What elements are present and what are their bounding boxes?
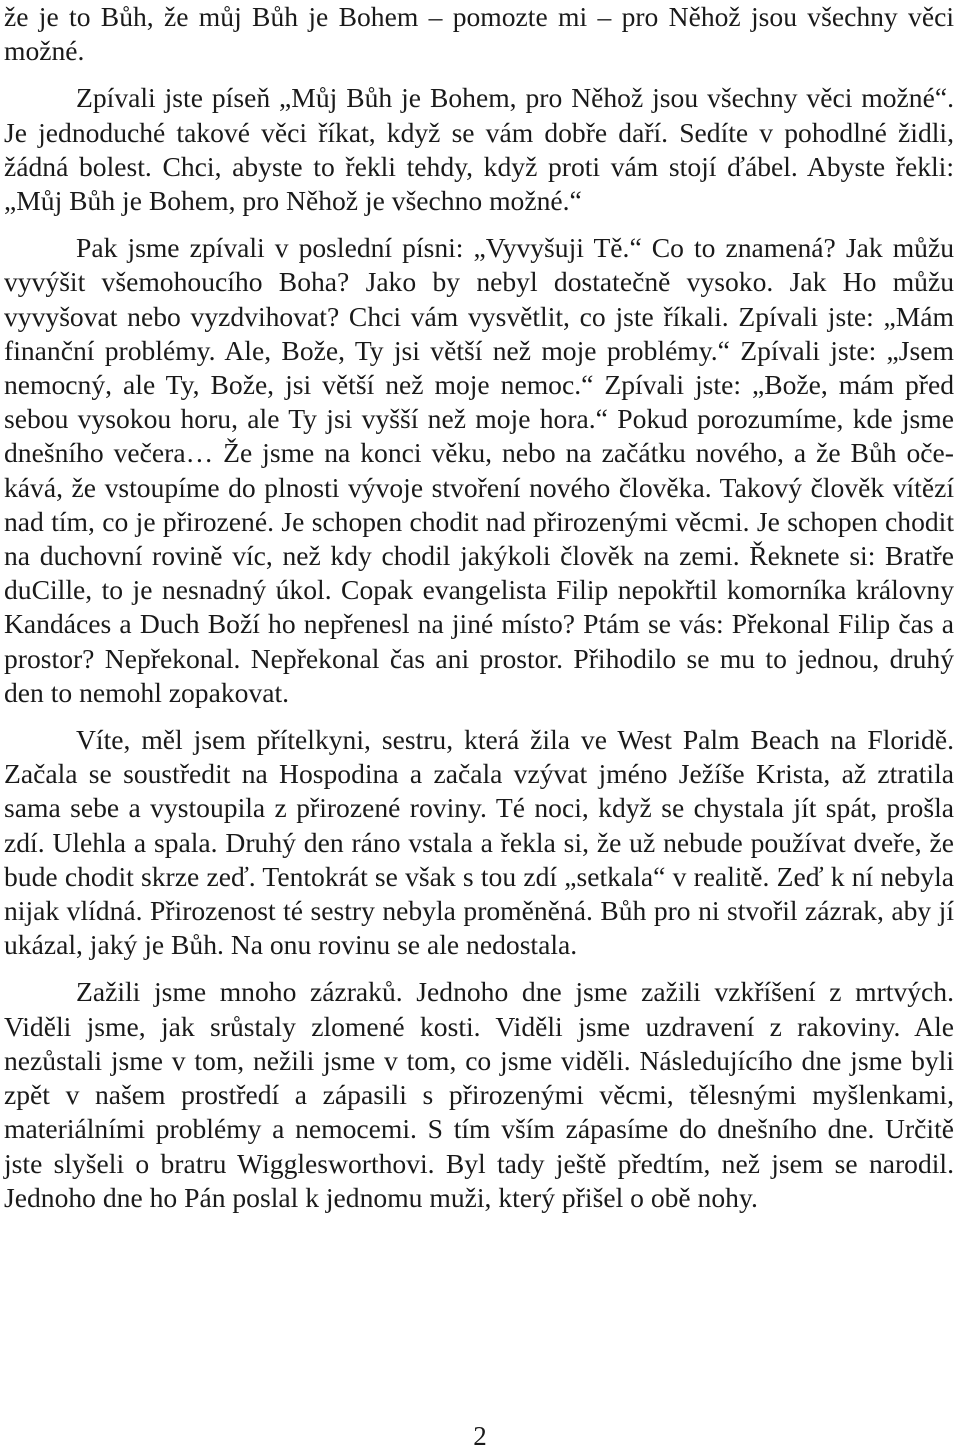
paragraph-friend-florida: Víte, měl jsem přítelkyni, sestru, která žila ve West Palm Beach na Floridě. Začala se soustředit na Hospodina a začala vzývat jméno Ježíše Krista, až ztratila sama sebe a vystoupila z přirozené roviny. Té noci, když se chystala jít spát, prošla zdí. Ulehla a spala. Druhý den ráno vstala a řekla si, že už nebude používat dveře, že bude chodit skrze zeď. Tentokrát se však s tou zdí „setkala“ v realitě. Zeď k ní nebyla nijak vlídná. Přirozenost té sestry nebyla proměněná. Bůh pro ni stvořil zázrak, aby jí ukázal, jaký je Bůh. Na onu rovinu se ale nedostala. — [4, 724, 954, 961]
page-number: 2 — [473, 1421, 487, 1451]
paragraph-song-my-god: Zpívali jste píseň „Můj Bůh je Bohem, pro Něhož jsou všechny věci možné“. Je jednoduché takové věci říkat, když se vám dobře daří. Sedíte v pohodlné židli, žádná bolest. Chci, abyste to řekli tehdy, když proti vám stojí ďábel. Abyste řekli: „Můj Bůh je Bohem, pro Něhož je všechno možné.“ — [4, 82, 954, 217]
paragraph-miracles: Zažili jsme mnoho zázraků. Jednoho dne jsme zažili vzkříšení z mrtvých. Viděli jsme, jak srůstaly zlomené kosti. Viděli jsme uzdravení z rakoviny. Ale nezůstali jsme v tom, nežili jsme v tom, co jsme viděli. Následujícího dne jsme byli zpět v našem prostředí a zápasili s přirozenými věcmi, tělesnými myšlenkami, materiálními problémy a nemocemi. S tím vším zápasíme do dnešního dne. Určitě jste slyšeli o bratru Wigglesworthovi. Byl tady ještě předtím, než jsem se narodil. Jednoho dne ho Pán poslal k jednomu muži, který přišel o obě nohy. — [4, 976, 954, 1213]
paragraph-exalt: Pak jsme zpívali v poslední písni: „Vyvyšuji Tě.“ Co to znamená? Jak můžu vyvýšit všemohoucího Boha? Jako by nebyl dostatečně vysoko. Jak Ho můžu vyvyšovat nebo vyzdvihovat? Chci vám vysvětlit, co jste říkali. Zpívali jste: „Mám finanční problémy. Ale, Bože, Ty jsi větší než moje problémy.“ Zpívali jste: „Jsem nemocný, ale Ty, Bože, jsi větší než moje nemoc.“ Zpívali jste: „Bože, mám před sebou vysokou horu, ale Ty jsi vyšší než moje hora.“ Pokud porozumíme, kde jsme dnešního večera… Že jsme na konci věku, nebo na začátku nového, a že Bůh očekává, že vstoupíme do plnosti vývoje stvoření nového člověka. Takový člověk vítězí nad tím, co je přirozené. Je schopen chodit nad přirozenými věcmi. Je schopen chodit na duchovní rovině víc, než kdy chodil jakýkoli člověk na zemi. Řeknete si: Bratře duCille, to je nesnadný úkol. Copak evangelista Filip nepokřtil komorníka královny Kandáces a Duch Boží ho nepřenesl na jiné místo? Ptám se vás: Překonal Filip čas a prostor? Nepřekonal. Nepřekonal čas ani prostor. Přihodilo se mu to jednou, druhý den to nemohl zopakovat. — [4, 232, 954, 708]
document-page — [4, 0, 954, 1215]
paragraph-continuation: že je to Bůh, že můj Bůh je Bohem – pomozte mi – pro Něhož jsou všechny věci možné. — [4, 1, 954, 67]
